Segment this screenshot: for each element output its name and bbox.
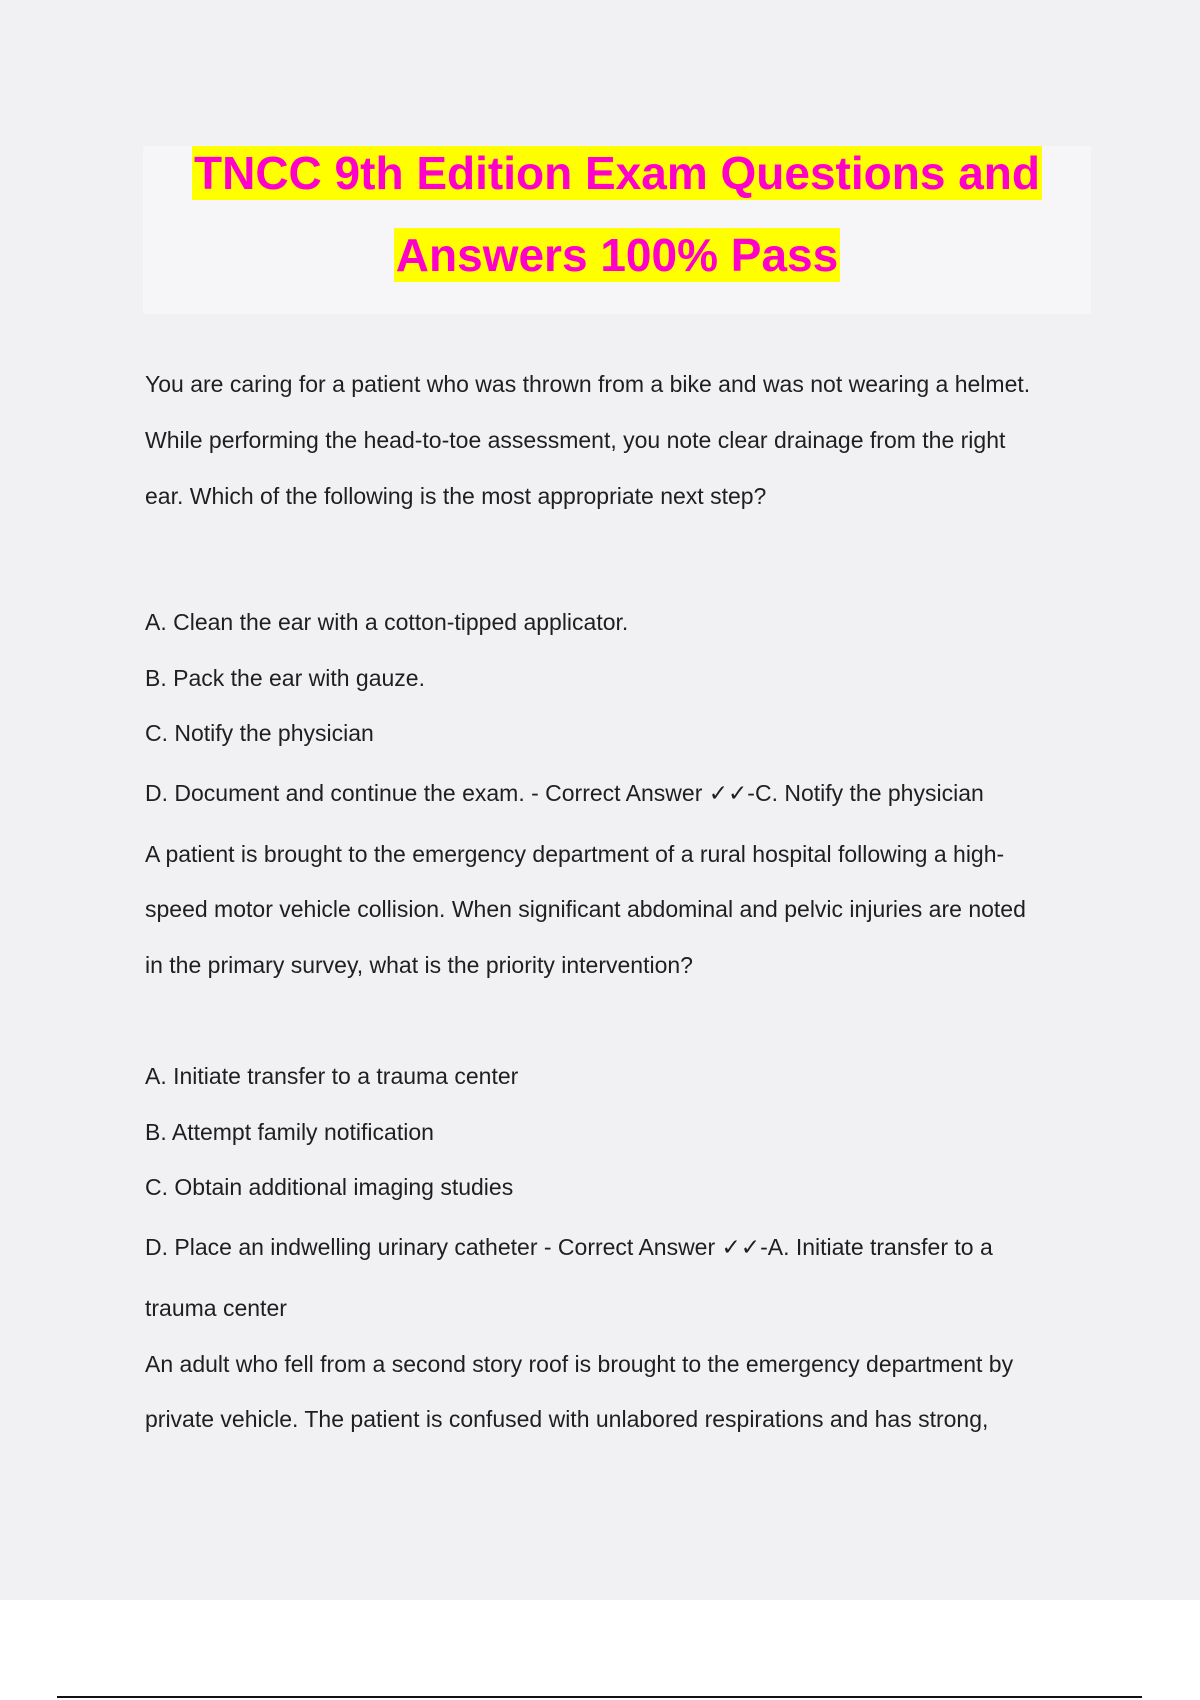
title-line-1: TNCC 9th Edition Exam Questions and — [194, 147, 1040, 199]
footer-divider — [57, 1696, 1142, 1698]
question-2-line-2: speed motor vehicle collision. When significant abdominal and pelvic injuries are noted — [145, 896, 1026, 922]
question-1-line-1: You are caring for a patient who was thrown from a bike and was not wearing a helmet. — [145, 371, 1031, 397]
question-1-option-b: B. Pack the ear with gauze. — [145, 665, 425, 691]
question-1-option-a: A. Clean the ear with a cotton-tipped applicator. — [145, 609, 629, 635]
question-2-answer-continued: trauma center — [145, 1295, 287, 1321]
title-box — [143, 146, 1091, 314]
question-2-option-c: C. Obtain additional imaging studies — [145, 1174, 514, 1200]
question-2-line-3: in the primary survey, what is the priority intervention? — [145, 952, 693, 978]
question-2-option-a: A. Initiate transfer to a trauma center — [145, 1063, 519, 1089]
question-1-line-3: ear. Which of the following is the most appropriate next step? — [145, 483, 767, 509]
question-1-line-2: While performing the head-to-toe assessment, you note clear drainage from the right — [145, 427, 1006, 453]
question-2-line-1: A patient is brought to the emergency department of a rural hospital following a high- — [145, 841, 1005, 867]
title-line-2: Answers 100% Pass — [395, 229, 839, 281]
question-2-option-b: B. Attempt family notification — [145, 1119, 434, 1145]
question-1-option-d-answer: D. Document and continue the exam. - Correct Answer ✓✓-C. Notify the physician — [145, 780, 984, 806]
question-3-line-2: private vehicle. The patient is confused with unlabored respirations and has strong, — [145, 1406, 989, 1432]
question-2-option-d-answer: D. Place an indwelling urinary catheter - Correct Answer ✓✓-A. Initiate transfer to a — [145, 1234, 993, 1260]
question-1-option-c: C. Notify the physician — [145, 720, 374, 746]
question-3-line-1: An adult who fell from a second story roof is brought to the emergency department by — [145, 1351, 1014, 1377]
